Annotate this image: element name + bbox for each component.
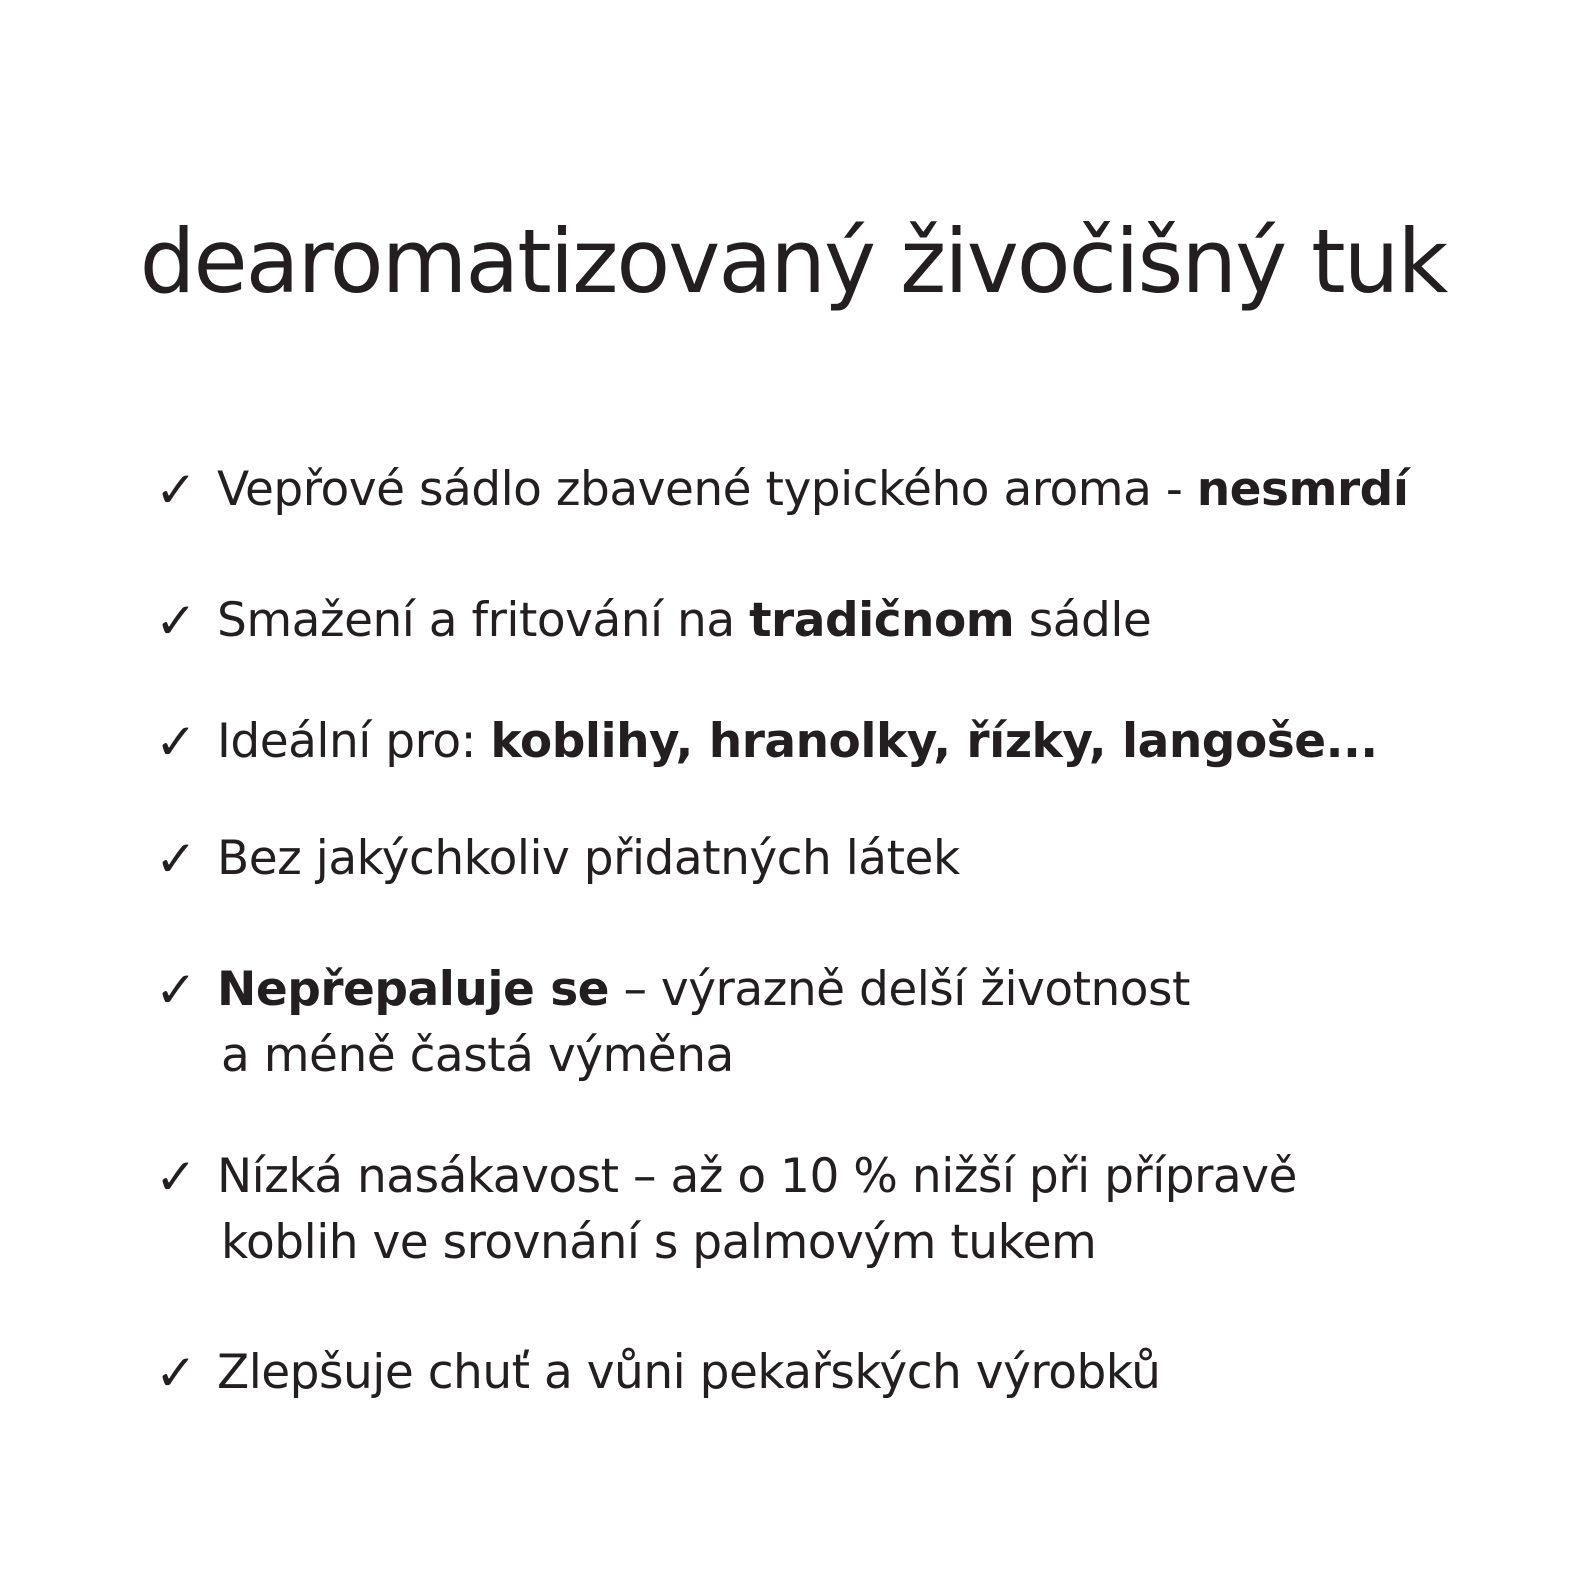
- feature-text-bold: nesmrdí: [1196, 462, 1409, 517]
- feature-item-no-additives: [155, 826, 1455, 892]
- check-mark-icon: ✓: [155, 713, 197, 771]
- feature-text: [155, 457, 1455, 523]
- feature-item-low-absorption: [155, 1144, 1455, 1276]
- feature-text-regular-end: sádle: [1014, 593, 1152, 648]
- feature-item-traditional-frying: [155, 588, 1455, 654]
- feature-text-continuation: a méně častá výměna: [221, 1028, 734, 1083]
- feature-text-regular: Vepřové sádlo zbavené typického aroma -: [217, 462, 1197, 517]
- feature-item-taste-improvement: [155, 1340, 1455, 1406]
- feature-text: Zlepšuje chuť a vůni pekařských výrobků: [217, 1345, 1161, 1400]
- feature-text: [155, 588, 1455, 654]
- check-mark-icon: ✓: [155, 461, 197, 519]
- feature-text-regular: Ideální pro:: [217, 714, 491, 769]
- feature-item-ideal-for: [155, 709, 1455, 775]
- check-mark-icon: ✓: [155, 592, 197, 650]
- page-title: dearomatizovaný živočišný tuk: [139, 209, 1447, 313]
- feature-text-continuation: koblih ve srovnání s palmovým tukem: [221, 1215, 1097, 1270]
- feature-text: Bez jakýchkoliv přidatných látek: [217, 831, 960, 886]
- feature-text-bold: tradičnom: [749, 593, 1015, 648]
- feature-item-no-overheating: [155, 957, 1455, 1089]
- check-mark-icon: ✓: [155, 961, 197, 1019]
- feature-text: [155, 709, 1455, 775]
- feature-text-bold: koblihy, hranolky, řízky, langoše...: [490, 714, 1378, 769]
- feature-text: [155, 957, 1455, 1023]
- check-mark-icon: ✓: [155, 1148, 197, 1206]
- feature-text-regular: Smažení a fritování na: [217, 593, 750, 648]
- check-mark-icon: ✓: [155, 830, 197, 888]
- feature-text-regular: – výrazně delší životnost: [609, 962, 1190, 1017]
- feature-text-bold: Nepřepaluje se: [217, 962, 610, 1017]
- check-mark-icon: ✓: [155, 1344, 197, 1402]
- feature-item-no-odor: [155, 457, 1455, 523]
- feature-text: Nízká nasákavost – až o 10 % nižší při přípravě: [217, 1149, 1297, 1204]
